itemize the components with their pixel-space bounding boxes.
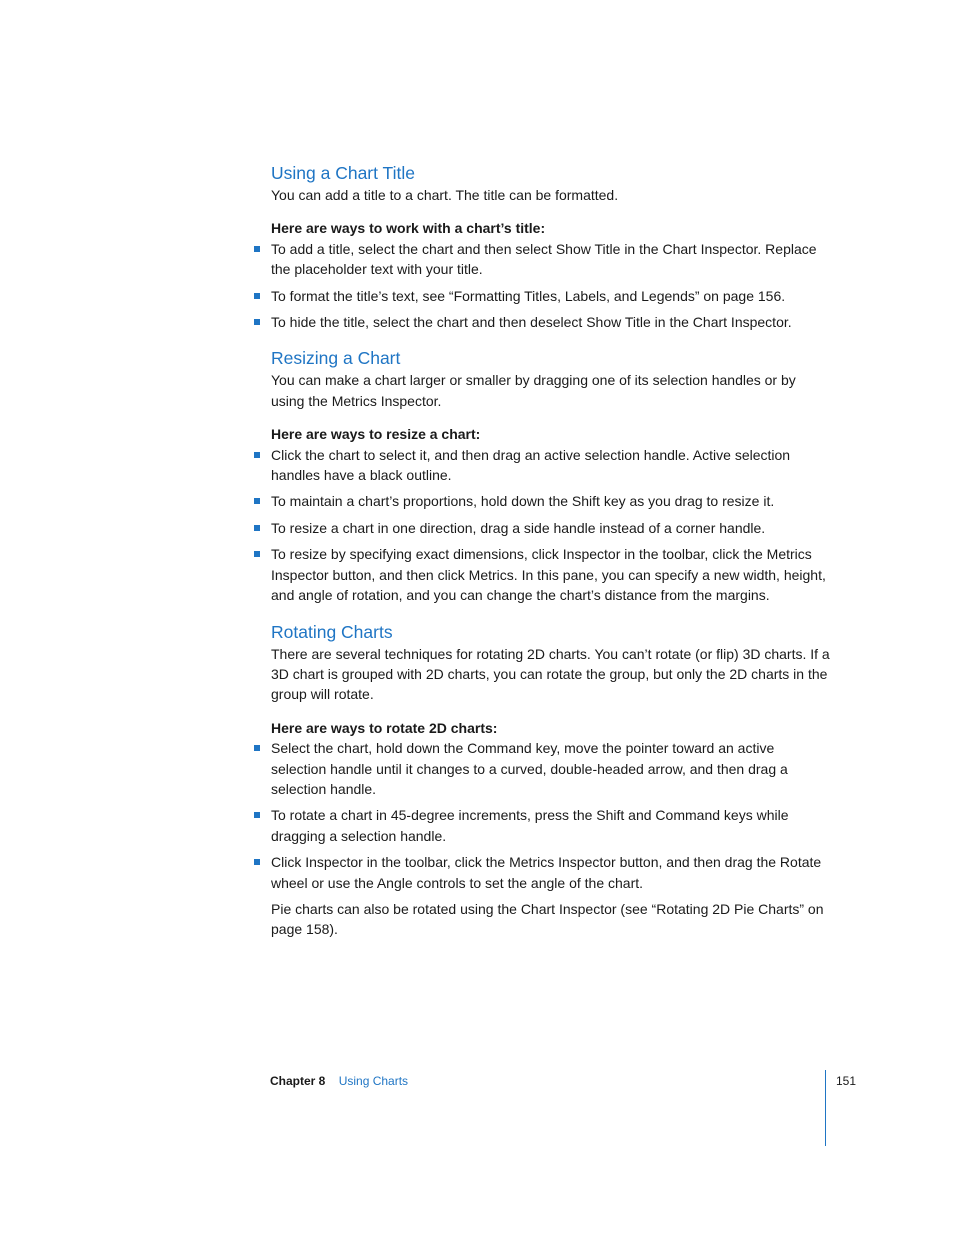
page-footer: [270, 1073, 408, 1089]
list-item-text: Click the chart to select it, and then drag an active selection handle. Active selection handles have a black outline.: [271, 446, 791, 484]
list-item: [271, 852, 831, 893]
list-item: [271, 518, 831, 538]
list-item: [271, 286, 831, 306]
list-item-text: Select the chart, hold down the Command key, move the pointer toward an active selection handle until it changes to a curved, double-headed arrow, and then drag a selection handle.: [271, 740, 788, 797]
list-item: [271, 544, 831, 605]
bullet-square-icon: [254, 246, 260, 252]
section-intro: You can make a chart larger or smaller by dragging one of its selection handles or by using the Metrics Inspector.: [271, 372, 796, 409]
section-lead: Here are ways to resize a chart:: [271, 426, 481, 443]
list-item-text: To format the title’s text, see “Formatting Titles, Labels, and Legends” on page 156.: [271, 287, 786, 304]
section-lead: Here are ways to rotate 2D charts:: [271, 719, 498, 736]
page-content: [271, 161, 831, 940]
bullet-square-icon: [254, 452, 260, 458]
section-lead: Here are ways to work with a chart’s title:: [271, 220, 546, 237]
section-rotating-charts: [271, 620, 831, 940]
list-item: [271, 312, 831, 332]
bullet-square-icon: [254, 293, 260, 299]
section-heading: Using a Chart Title: [271, 163, 415, 183]
list-item-text: To hide the title, select the chart and then deselect Show Title in the Chart Inspector.: [271, 314, 792, 331]
section-resizing-chart: [271, 346, 831, 605]
page-number: 151: [836, 1074, 857, 1088]
list-item-text: To rotate a chart in 45-degree increments, press the Shift and Command keys while dragging a selection handle.: [271, 807, 789, 844]
section-closing: Pie charts can also be rotated using the Chart Inspector (see “Rotating 2D Pie Charts” on page 158).: [271, 900, 824, 938]
footer-chapter-title: Using Charts: [338, 1074, 409, 1088]
footer-chapter: Chapter 8: [270, 1074, 326, 1088]
list-item: [271, 491, 831, 511]
footer-divider: [825, 1070, 826, 1146]
list-item: [271, 445, 831, 486]
list-item: [271, 239, 831, 280]
bullet-list: [271, 445, 831, 606]
section-heading: Resizing a Chart: [271, 348, 401, 369]
section-using-chart-title: [271, 161, 831, 332]
list-item-text: To resize by specifying exact dimensions, click Inspector in the toolbar, click the Metrics Inspector button, and then click Metrics. In this pane, you can specify a new width, height, and angle of rotation, and you can change the chart’s distance from the margins.: [271, 546, 826, 604]
list-item-text: Click Inspector in the toolbar, click the Metrics Inspector button, and then drag the Rotate wheel or use the Angle controls to set the angle of the chart.: [271, 854, 822, 891]
bullet-square-icon: [254, 525, 260, 531]
bullet-square-icon: [254, 812, 260, 818]
list-item-text: To maintain a chart’s proportions, hold down the Shift key as you drag to resize it.: [271, 493, 775, 510]
section-intro: There are several techniques for rotating 2D charts. You can’t rotate (or flip) 3D charts. If a 3D chart is grouped with 2D charts, you can rotate the group, but only the 2D charts in the group will rotate.: [271, 645, 830, 703]
list-item-text: To resize a chart in one direction, drag a side handle instead of a corner handle.: [271, 519, 766, 536]
bullet-square-icon: [254, 551, 260, 557]
bullet-square-icon: [254, 859, 260, 865]
bullet-square-icon: [254, 498, 260, 504]
section-heading: Rotating Charts: [271, 621, 393, 642]
bullet-square-icon: [254, 745, 260, 751]
section-intro: You can add a title to a chart. The title can be formatted.: [271, 187, 619, 203]
bullet-list: [271, 738, 831, 893]
bullet-square-icon: [254, 319, 260, 325]
list-item: [271, 805, 831, 846]
list-item-text: To add a title, select the chart and then select Show Title in the Chart Inspector. Replace the placeholder text with your title.: [271, 240, 817, 278]
bullet-list: [271, 239, 831, 333]
list-item: [271, 738, 831, 799]
